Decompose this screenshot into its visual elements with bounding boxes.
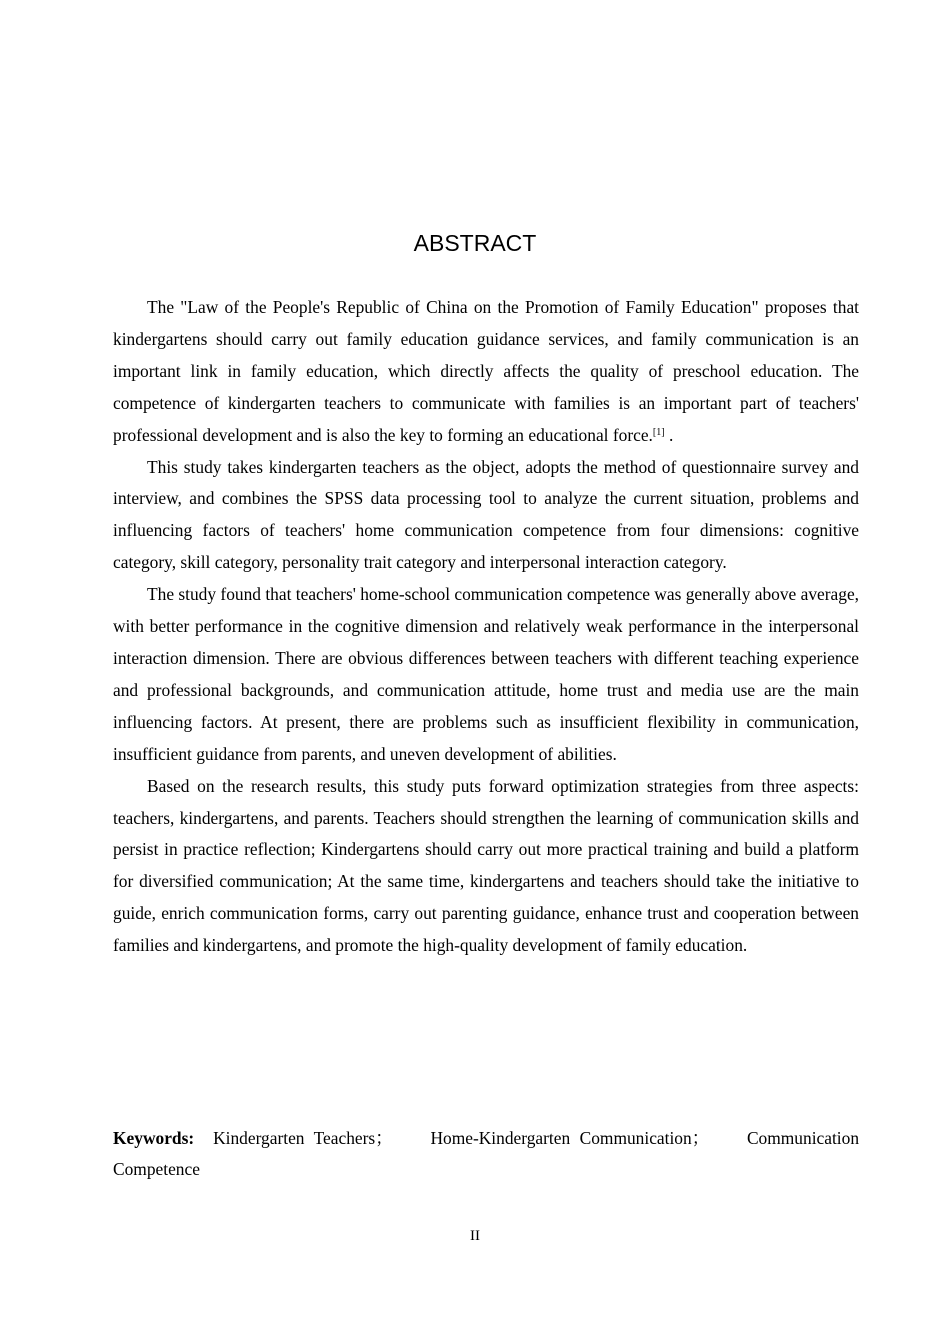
abstract-body xyxy=(113,292,859,962)
keyword-separator-1: ； xyxy=(375,1128,393,1148)
citation-marker[interactable]: [1] xyxy=(652,426,665,438)
keyword-item-2: Home-Kindergarten Communication xyxy=(430,1128,692,1148)
keyword-separator-2: ； xyxy=(691,1128,710,1148)
abstract-paragraph-4: Based on the research results, this study puts forward optimization strategies from three aspects: teachers, kindergartens, and parents. Teachers should strengthen the learning of communication skills and persist in practice reflection; Kindergartens should carry out more practical training and build a platform for diversified communication; At the same time, kindergartens and teachers should take the initiative to guide, enrich communication forms, carry out parenting guidance, enhance trust and cooperation between families and kindergartens, and promote the high-quality development of family education. xyxy=(113,775,859,956)
abstract-paragraph-3: The study found that teachers' home-school communication competence was generally above average, with better performance in the cognitive dimension and relatively weak performance in the interpersonal interaction dimension. There are obvious differences between teachers with different teaching experience and professional backgrounds, and communication attitude, home trust and media use are the main influencing factors. At present, there are problems such as insufficient flexibility in communication, insufficient guidance from parents, and uneven development of abilities. xyxy=(113,584,860,764)
paragraph-1-text: The "Law of the People's Republic of China on the Promotion of Family Education" proposes that kindergartens should carry out family education guidance services, and family communication is an important link in family education, which directly affects the quality of preschool education. The competence of kindergarten teachers to communicate with families is an important part of teachers' professional development and is also the key to forming an educational force. xyxy=(113,297,859,445)
keywords-label: Keywords: xyxy=(113,1128,195,1148)
page-number: II xyxy=(470,1228,480,1244)
abstract-paragraph-2: This study takes kindergarten teachers as the object, adopts the method of questionnaire survey and interview, and combines the SPSS data processing tool to analyze the current situation, problems and influencing factors of teachers' home communication competence from four dimensions: cognitive category, skill category, personality trait category and interpersonal interaction category. xyxy=(113,456,859,573)
paragraph-1-tail: . xyxy=(664,424,674,445)
page-title: ABSTRACT xyxy=(413,230,537,256)
keyword-item-1: Kindergarten Teachers xyxy=(213,1128,376,1148)
keywords-line xyxy=(113,1123,859,1185)
abstract-paragraph-1 xyxy=(113,292,859,452)
keyword-item-3: Communication Competence xyxy=(113,1128,860,1179)
